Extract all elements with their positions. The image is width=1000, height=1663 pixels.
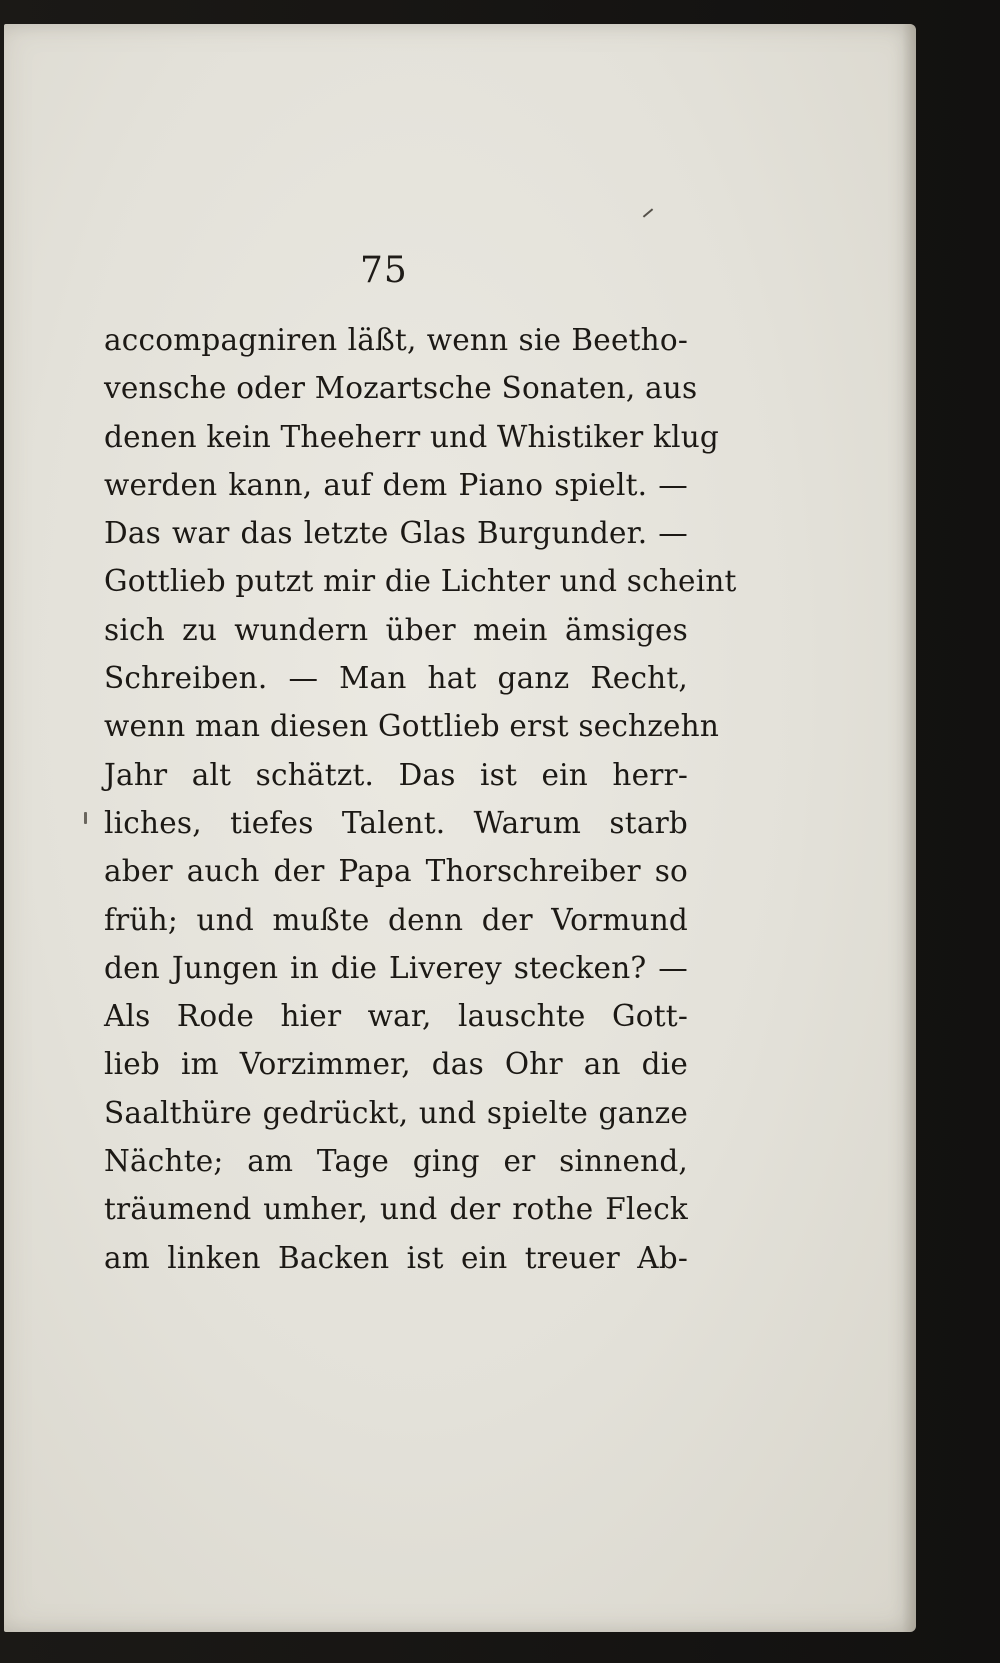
text-line: sich zu wundern über mein ämsiges xyxy=(104,612,688,647)
body-text xyxy=(104,316,737,1282)
page-number: 75 xyxy=(360,250,408,291)
text-line: werden kann, auf dem Piano spielt. — xyxy=(104,467,688,502)
text-line: früh; und mußte denn der Vormund xyxy=(104,902,688,937)
text-line: Saalthüre gedrückt, und spielte ganze xyxy=(104,1095,688,1130)
text-line: Als Rode hier war, lauschte Gott- xyxy=(104,999,688,1034)
text-line: liches, tiefes Talent. Warum starb xyxy=(104,805,688,840)
text-line: Gottlieb putzt mir die Lichter und scheint xyxy=(104,564,737,599)
text-line: vensche oder Mozartsche Sonaten, aus xyxy=(104,371,698,406)
text-line: Das war das letzte Glas Burgunder. — xyxy=(104,516,688,551)
text-line: den Jungen in die Liverey stecken? — xyxy=(104,950,688,985)
text-line: Nächte; am Tage ging er sinnend, xyxy=(104,1144,688,1179)
text-line: Jahr alt schätzt. Das ist ein herr- xyxy=(104,757,688,792)
text-line: träumend umher, und der rothe Fleck xyxy=(104,1192,688,1227)
pencil-mark xyxy=(643,208,653,217)
text-line: am linken Backen ist ein treuer Ab- xyxy=(104,1240,688,1275)
text-line: accompagniren läßt, wenn sie Beetho- xyxy=(104,323,688,357)
book-page xyxy=(4,24,916,1632)
text-line: lieb im Vorzimmer, das Ohr an die xyxy=(104,1047,688,1082)
page-edge-shadow xyxy=(902,24,916,1632)
margin-mark xyxy=(84,812,87,824)
text-line: aber auch der Papa Thorschreiber so xyxy=(104,854,688,889)
text-line: Schreiben. — Man hat ganz Recht, xyxy=(104,661,688,696)
text-line: wenn man diesen Gottlieb erst sechzehn xyxy=(104,709,720,744)
text-line: denen kein Theeherr und Whistiker klug xyxy=(104,419,720,454)
